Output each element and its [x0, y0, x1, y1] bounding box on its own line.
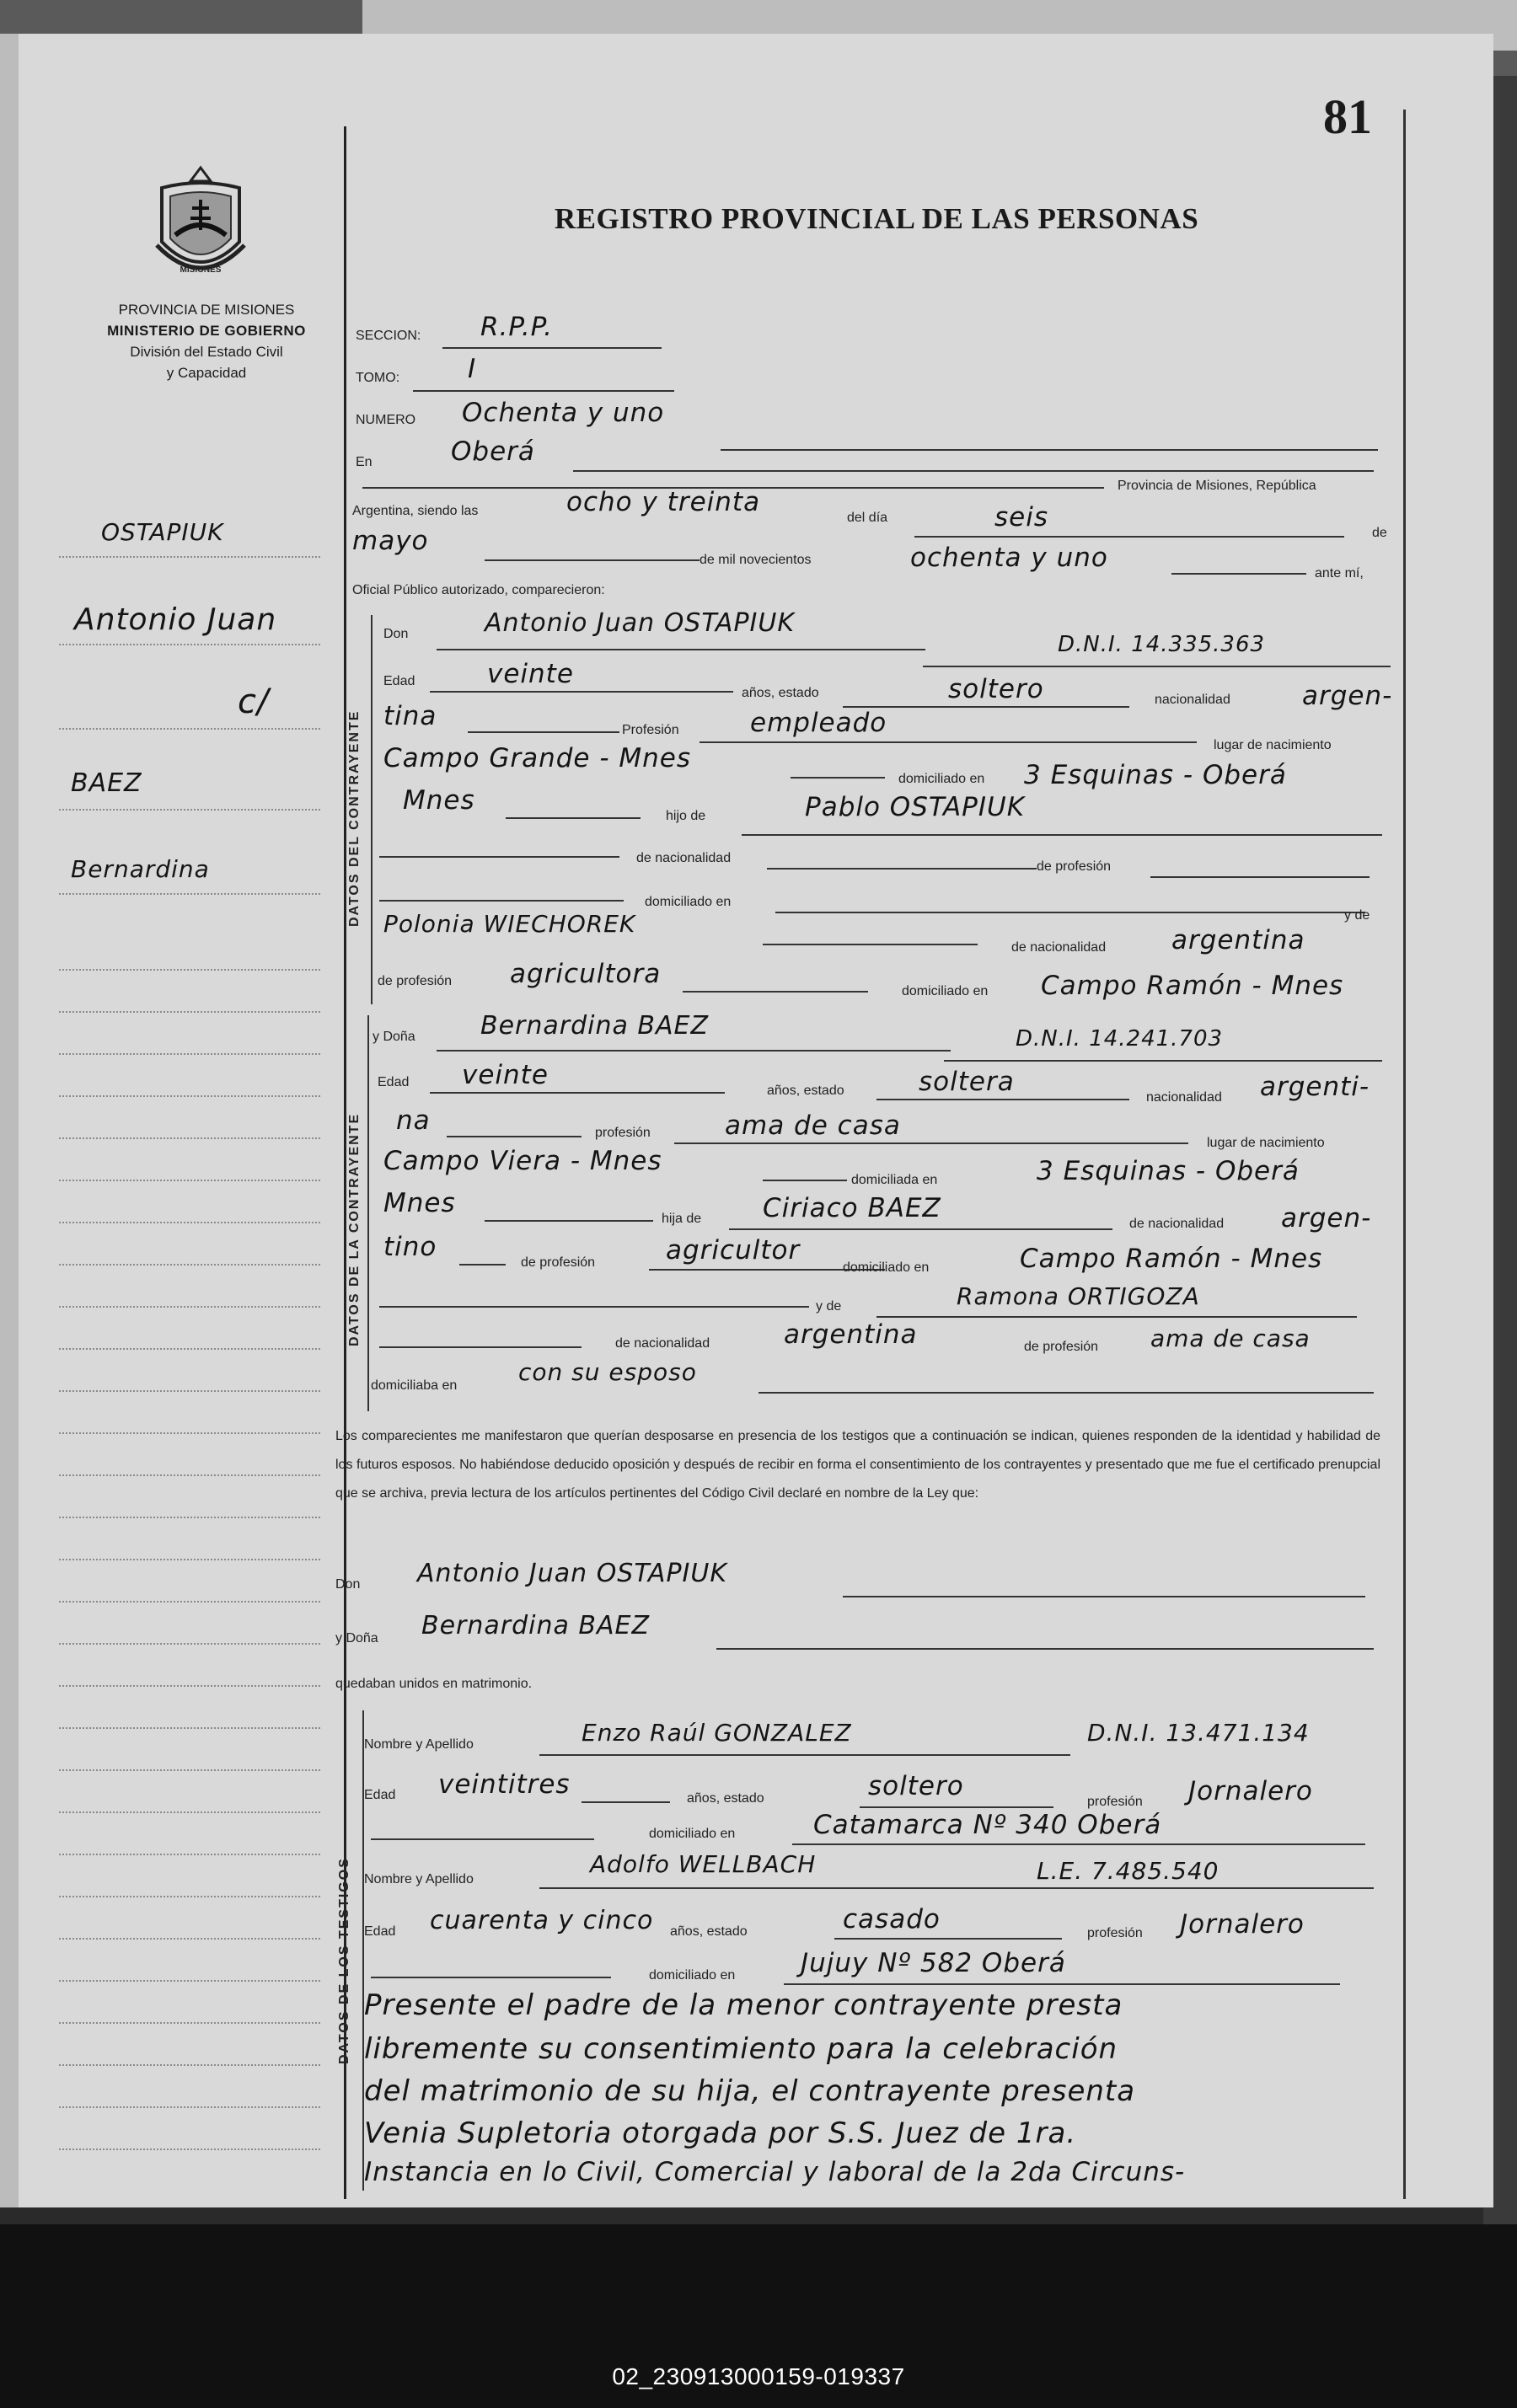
witness2-name-label: Nombre y Apellido — [364, 1872, 474, 1886]
witness1-name: Enzo Raúl GONZALEZ — [582, 1719, 852, 1747]
witness2-dom-line-a — [371, 1977, 611, 1978]
numero-label: NUMERO — [356, 413, 416, 427]
witness2-doc: L.E. 7.485.540 — [1037, 1857, 1219, 1885]
coat-of-arms-icon — [150, 164, 251, 291]
groom-mother-line — [763, 944, 978, 945]
bride-father-nac-a: argen- — [1281, 1203, 1372, 1233]
bride-nacionalidad-a: argenti- — [1260, 1072, 1370, 1102]
witness2-prof: Jornalero — [1180, 1909, 1305, 1940]
issuing-office — [84, 299, 329, 383]
witness1-edad: veintitres — [438, 1769, 571, 1800]
witness1-anios-label: años, estado — [687, 1791, 764, 1806]
witness1-edad-label: Edad — [364, 1788, 396, 1802]
groom-estado: soltero — [948, 674, 1044, 704]
bride-estado: soltera — [919, 1067, 1015, 1097]
groom-hijo-label: hijo de — [666, 809, 706, 823]
note-line: del matrimonio de su hija, el contrayente presenta — [364, 2074, 1136, 2108]
groom-domicilio-b: Mnes — [403, 785, 475, 816]
bride-mother-nac-label: de nacionalidad — [615, 1336, 710, 1351]
page-number: 81 — [1323, 89, 1372, 144]
don-label: Don — [383, 627, 409, 641]
groom-mother-dom-label: domiciliado en — [902, 984, 989, 998]
dona-label: y Doña — [373, 1030, 415, 1044]
bride-domicilio-a: 3 Esquinas - Oberá — [1037, 1156, 1300, 1186]
bride-anios-label: años, estado — [767, 1084, 844, 1098]
groom-mother-nac-label: de nacionalidad — [1011, 940, 1107, 955]
bride-domiciliaba-label: domiciliaba en — [371, 1378, 458, 1393]
bride-section-label: DATOS DE LA CONTRAYENTE — [347, 1112, 362, 1346]
margin-note-versus: c/ — [238, 682, 270, 721]
bride-domiciliaba: con su esposo — [518, 1358, 697, 1386]
de-label: de — [1372, 526, 1387, 540]
groom-lugar-label: lugar de nacimiento — [1214, 738, 1332, 752]
witness1-dom-line-a — [371, 1838, 594, 1840]
bride-lugar-label: lugar de nacimiento — [1207, 1136, 1325, 1150]
crest-label: MISIONES — [180, 265, 222, 275]
argentina-label: Argentina, siendo las — [352, 504, 479, 518]
bride-father-nac-line — [459, 1264, 506, 1266]
dia-value: seis — [994, 502, 1048, 532]
ministry-line: MINISTERIO DE GOBIERNO — [107, 323, 306, 339]
groom-mother: Polonia WIECHOREK — [383, 910, 636, 938]
bride-y-de-line — [379, 1306, 809, 1308]
bride-father-prof: agricultor — [666, 1235, 801, 1266]
bride-domicilio-b: Mnes — [383, 1188, 456, 1218]
witness1-dom-line-b — [792, 1843, 1365, 1845]
witness2-estado: casado — [843, 1904, 941, 1934]
groom-father-dom-line-a — [379, 900, 624, 902]
seccion-label: SECCION: — [356, 329, 421, 343]
witness2-name-line — [539, 1887, 1374, 1889]
witness2-prof-label: profesión — [1087, 1926, 1143, 1940]
union-bride: Bernardina BAEZ — [421, 1611, 651, 1640]
groom-mother-prof-line — [683, 991, 868, 993]
en-line — [573, 470, 1374, 472]
groom-profesion: empleado — [750, 708, 887, 738]
witness-section-label: DATOS DE LOS TESTIGOS — [337, 1857, 351, 2064]
bride-father-dom: Campo Ramón - Mnes — [1020, 1244, 1323, 1274]
bride-lugar-line — [763, 1180, 847, 1181]
book-binding-edge — [0, 34, 19, 2207]
groom-anios-label: años, estado — [742, 686, 819, 700]
bride-dni: D.N.I. 14.241.703 — [1016, 1026, 1224, 1051]
bride-name: Bernardina BAEZ — [480, 1011, 710, 1041]
bride-father-prof-label: de profesión — [521, 1255, 596, 1270]
witness1-prof: Jornalero — [1188, 1776, 1313, 1806]
groom-father-nac-line-b — [767, 868, 1037, 870]
groom-profesion-label: Profesión — [622, 723, 679, 737]
groom-mother-prof-label: de profesión — [378, 974, 453, 988]
seccion-line — [442, 347, 662, 349]
union-dona-label: y Doña — [335, 1631, 378, 1645]
witness1-dni: D.N.I. 13.471.134 — [1087, 1719, 1310, 1747]
witness1-estado: soltero — [868, 1771, 964, 1801]
bride-domiciliaba-line — [758, 1392, 1374, 1394]
groom-nacionalidad-line — [468, 731, 619, 733]
groom-edad-label: Edad — [383, 674, 415, 688]
witness1-name-line — [539, 1754, 1070, 1756]
bride-edad-line — [430, 1092, 725, 1094]
witness2-dom-line-b — [784, 1983, 1340, 1985]
ante-mi-label: ante mí, — [1315, 566, 1364, 581]
note-line: Presente el padre de la menor contrayente presta — [364, 1988, 1123, 2022]
province-line: PROVINCIA DE MISIONES — [118, 302, 295, 318]
numero-line — [721, 449, 1378, 451]
bride-father-nac-label: de nacionalidad — [1129, 1217, 1225, 1231]
witness2-edad-label: Edad — [364, 1924, 396, 1939]
groom-section-bracket — [371, 615, 373, 1004]
en-label: En — [356, 455, 373, 469]
bride-mother-prof-label: de profesión — [1024, 1340, 1099, 1354]
bride-nacionalidad-label: nacionalidad — [1146, 1090, 1222, 1105]
groom-father-prof-line — [1150, 876, 1370, 878]
bride-edad-label: Edad — [378, 1075, 410, 1089]
bride-nacionalidad-b: na — [396, 1105, 431, 1136]
bride-father-nac-b: tino — [383, 1232, 437, 1262]
groom-nacionalidad-a: argen- — [1302, 681, 1393, 711]
bride-nacionalidad-line — [447, 1136, 582, 1137]
margin-note-first-names: Antonio Juan — [74, 602, 277, 637]
groom-domicilio-a: 3 Esquinas - Oberá — [1024, 760, 1287, 790]
mes-line — [485, 559, 700, 561]
groom-father-nac-line-a — [379, 856, 619, 858]
provincia-label: Provincia de Misiones, República — [1118, 479, 1316, 493]
bride-name-line — [437, 1050, 951, 1051]
groom-father-dom-label: domiciliado en — [645, 895, 732, 909]
right-margin-rule — [1403, 110, 1406, 2199]
witness2-name: Adolfo WELLBACH — [590, 1850, 817, 1878]
tomo-label: TOMO: — [356, 371, 400, 385]
groom-profesion-line — [700, 741, 1197, 743]
groom-edad: veinte — [487, 659, 574, 689]
groom-domicilio-label: domiciliado en — [898, 772, 985, 786]
groom-lugar: Campo Grande - Mnes — [383, 743, 692, 773]
capacity-line: y Capacidad — [166, 365, 247, 381]
union-groom-line — [843, 1596, 1365, 1597]
del-dia-label: del día — [847, 511, 888, 525]
division-line: División del Estado Civil — [130, 344, 283, 360]
union-don-label: Don — [335, 1577, 361, 1592]
union-quedaban: quedaban unidos en matrimonio. — [335, 1677, 533, 1691]
union-groom: Antonio Juan OSTAPIUK — [417, 1559, 728, 1588]
hora-value: ocho y treinta — [566, 487, 761, 517]
witness1-estado-line — [860, 1806, 1053, 1808]
witness1-name-label: Nombre y Apellido — [364, 1737, 474, 1752]
seccion-value: R.P.P. — [480, 312, 553, 342]
groom-y-de-label: y de — [1344, 908, 1370, 923]
groom-father-line — [742, 834, 1382, 836]
margin-note-first-name-2: Bernardina — [71, 855, 210, 883]
groom-name: Antonio Juan OSTAPIUK — [485, 608, 796, 638]
groom-lugar-line — [791, 777, 885, 779]
union-bride-line — [716, 1648, 1374, 1650]
oficial-label: Oficial Público autorizado, comparecieron: — [352, 583, 605, 597]
bride-profesion-label: profesión — [595, 1126, 651, 1140]
mes-value: mayo — [352, 526, 429, 556]
bride-edad: veinte — [462, 1060, 549, 1090]
witness2-dom: Jujuy Nº 582 Oberá — [801, 1948, 1066, 1978]
witness2-anios-label: años, estado — [670, 1924, 748, 1939]
groom-name-line — [437, 649, 925, 650]
bride-father: Ciriaco BAEZ — [763, 1193, 941, 1223]
margin-note-surname-2: BAEZ — [71, 768, 142, 798]
groom-nacionalidad-b: tina — [383, 701, 437, 731]
anio-line — [1171, 573, 1306, 575]
groom-section-label: DATOS DEL CONTRAYENTE — [347, 709, 362, 927]
bride-father-line — [729, 1228, 1112, 1230]
de-mil-label: de mil novecientos — [700, 553, 812, 567]
groom-father: Pablo OSTAPIUK — [805, 792, 1026, 822]
groom-mother-prof: agricultora — [510, 959, 662, 989]
scan-identifier: 02_230913000159-019337 — [612, 2363, 905, 2389]
document-title: REGISTRO PROVINCIAL DE LAS PERSONAS — [554, 202, 1199, 235]
bride-estado-line — [876, 1099, 1129, 1100]
witness2-dom-label: domiciliado en — [649, 1968, 736, 1983]
witness1-dom: Catamarca Nº 340 Oberá — [813, 1810, 1162, 1840]
dia-line — [914, 536, 1344, 538]
witness2-estado-line — [834, 1938, 1062, 1940]
groom-mother-dom: Campo Ramón - Mnes — [1041, 971, 1344, 1001]
bride-mother-line — [876, 1316, 1357, 1318]
en-value: Oberá — [451, 436, 535, 467]
bride-domicilio-line — [485, 1220, 653, 1222]
witness1-prof-label: profesión — [1087, 1795, 1143, 1809]
bride-profesion-line — [674, 1142, 1188, 1144]
groom-domicilio-line — [506, 817, 641, 819]
bride-section-bracket — [367, 1015, 369, 1411]
groom-father-dom-line-b — [775, 912, 1365, 913]
note-line: Instancia en lo Civil, Comercial y laboral de la 2da Circuns- — [364, 2157, 1186, 2187]
bride-dni-line — [944, 1060, 1382, 1062]
bride-mother-nac-line-a — [379, 1346, 582, 1348]
note-line: libremente su consentimiento para la celebración — [364, 2032, 1118, 2066]
groom-father-prof-label: de profesión — [1037, 859, 1112, 874]
bride-mother-prof: ama de casa — [1150, 1324, 1311, 1352]
bride-mother: Ramona ORTIGOZA — [957, 1282, 1200, 1310]
tomo-value: I — [468, 354, 477, 384]
witness1-edad-line — [582, 1801, 670, 1803]
bride-hija-label: hija de — [662, 1212, 702, 1226]
anio-value: ochenta y uno — [910, 543, 1108, 573]
numero-value: Ochenta y uno — [462, 398, 665, 428]
groom-dni-line — [923, 666, 1391, 667]
bride-domicilio-label: domiciliada en — [851, 1173, 938, 1187]
margin-note-surname: OSTAPIUK — [101, 518, 224, 546]
bride-y-de-label: y de — [816, 1299, 842, 1314]
witness1-dom-label: domiciliado en — [649, 1827, 736, 1841]
bride-father-dom-label: domiciliado en — [843, 1260, 930, 1275]
declaration-paragraph: Los comparecientes me manifestaron que querían desposarse en presencia de los testigos que a continuación se indican, quienes responden de la identidad y habilidad de los futuros esposos. No habiéndose deducido oposición y después de recibir en forma el consentimiento de los contrayentes y presentado que me fue el certificado prenupcial que se archiva, previa lectura de los artículos pertinentes del Código Civil declaré en nombre de la Ley que: — [335, 1429, 1380, 1501]
note-line: Venia Supletoria otorgada por S.S. Juez de 1ra. — [364, 2116, 1077, 2150]
groom-edad-line — [430, 691, 733, 693]
bride-profesion: ama de casa — [725, 1110, 901, 1141]
witness2-edad: cuarenta y cinco — [430, 1906, 654, 1935]
tomo-line — [413, 390, 674, 392]
groom-dni: D.N.I. 14.335.363 — [1058, 632, 1266, 657]
groom-father-nac-label: de nacionalidad — [636, 851, 732, 865]
groom-nacionalidad-label: nacionalidad — [1155, 693, 1230, 707]
bride-lugar: Campo Viera - Mnes — [383, 1146, 662, 1176]
groom-mother-nac: argentina — [1171, 925, 1305, 955]
bride-mother-nac: argentina — [784, 1319, 918, 1350]
